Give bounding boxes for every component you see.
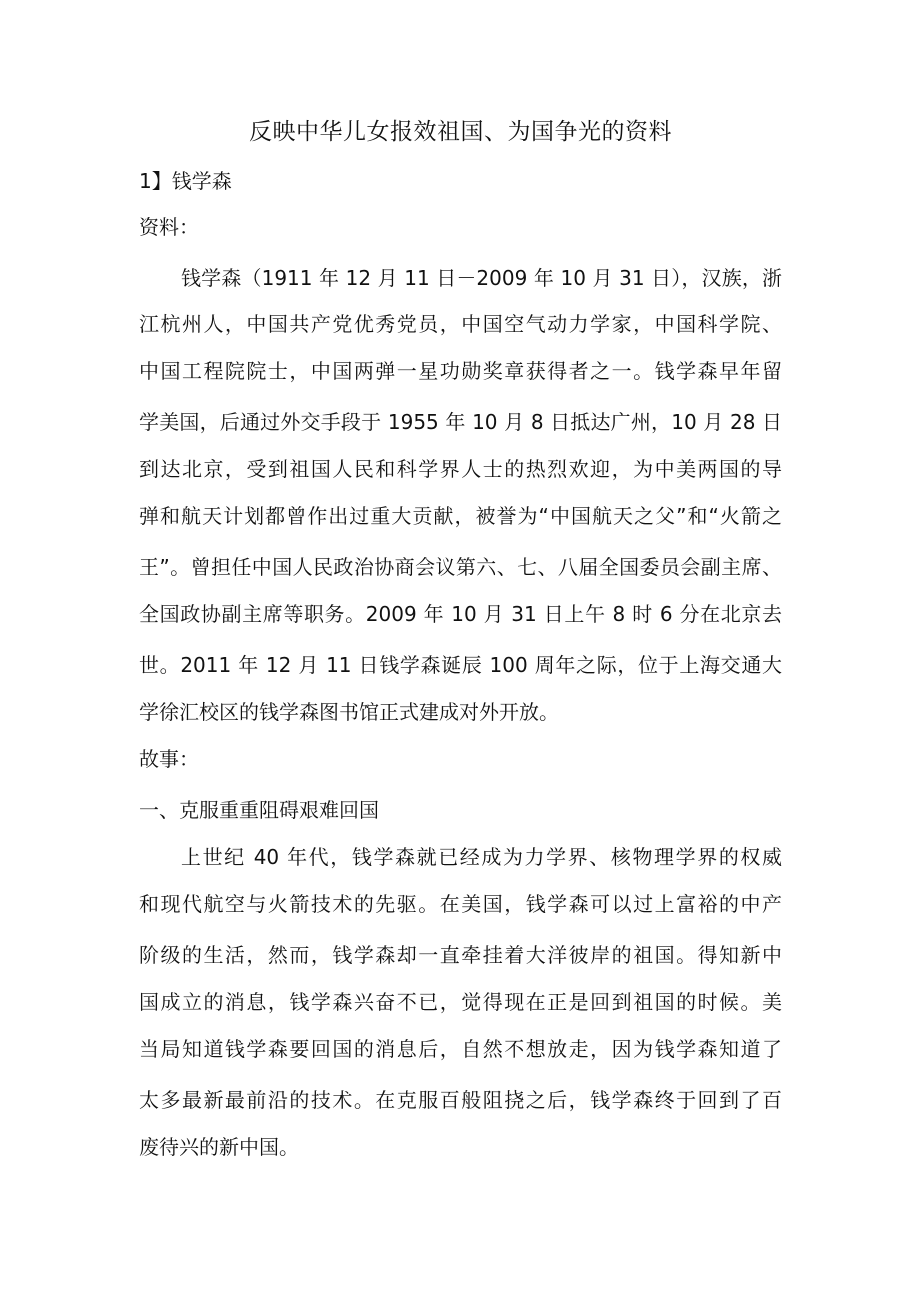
material-line: 钱学森（1911 年 12 月 11 日－2009 年 10 月 31 日），汉族，浙 xyxy=(181,266,782,290)
material-line: 全国政协副主席等职务。2009 年 10 月 31 日上午 8 时 6 分在北京去 xyxy=(139,602,782,626)
material-line: 学美国，后通过外交手段于 1955 年 10 月 8 日抵达广州，10 月 28 日 xyxy=(139,410,782,434)
material-line: 弹和航天计划都曾作出过重大贡献，被誉为“中国航天之父”和“火箭之 xyxy=(139,504,782,528)
story-line: 和现代航空与火箭技术的先驱。在美国，钱学森可以过上富裕的中产 xyxy=(139,892,782,916)
document-title: 反映中华儿女报效祖国、为国争光的资料 xyxy=(249,119,672,145)
label-story: 故事： xyxy=(139,747,199,771)
material-line: 到达北京，受到祖国人民和科学界人士的热烈欢迎，为中美两国的导 xyxy=(139,457,782,481)
material-line: 江杭州人，中国共产党优秀党员，中国空气动力学家，中国科学院、 xyxy=(139,312,782,336)
story-line: 当局知道钱学森要回国的消息后，自然不想放走，因为钱学森知道了 xyxy=(139,1037,782,1061)
story-line: 阶级的生活，然而，钱学森却一直牵挂着大洋彼岸的祖国。得知新中 xyxy=(139,943,782,967)
material-line: 世。2011 年 12 月 11 日钱学森诞辰 100 周年之际，位于上海交通大 xyxy=(139,653,782,677)
material-line: 中国工程院院士，中国两弹一星功勋奖章获得者之一。钱学森早年留 xyxy=(139,359,782,383)
story-line: 上世纪 40 年代，钱学森就已经成为力学界、核物理学界的权威 xyxy=(181,845,782,869)
label-material: 资料： xyxy=(139,215,199,239)
story-heading: 一、克服重重阻碍艰难回国 xyxy=(139,798,379,822)
story-line: 太多最新最前沿的技术。在克服百般阻挠之后，钱学森终于回到了百 xyxy=(139,1088,782,1112)
material-line: 王”。曾担任中国人民政治协商会议第六、七、八届全国委员会副主席、 xyxy=(139,555,782,579)
material-line: 学徐汇校区的钱学森图书馆正式建成对外开放。 xyxy=(139,700,559,724)
story-line: 废待兴的新中国。 xyxy=(139,1135,299,1159)
story-line: 国成立的消息，钱学森兴奋不已，觉得现在正是回到祖国的时候。美 xyxy=(139,990,782,1014)
section-heading: 1】钱学森 xyxy=(139,169,232,193)
